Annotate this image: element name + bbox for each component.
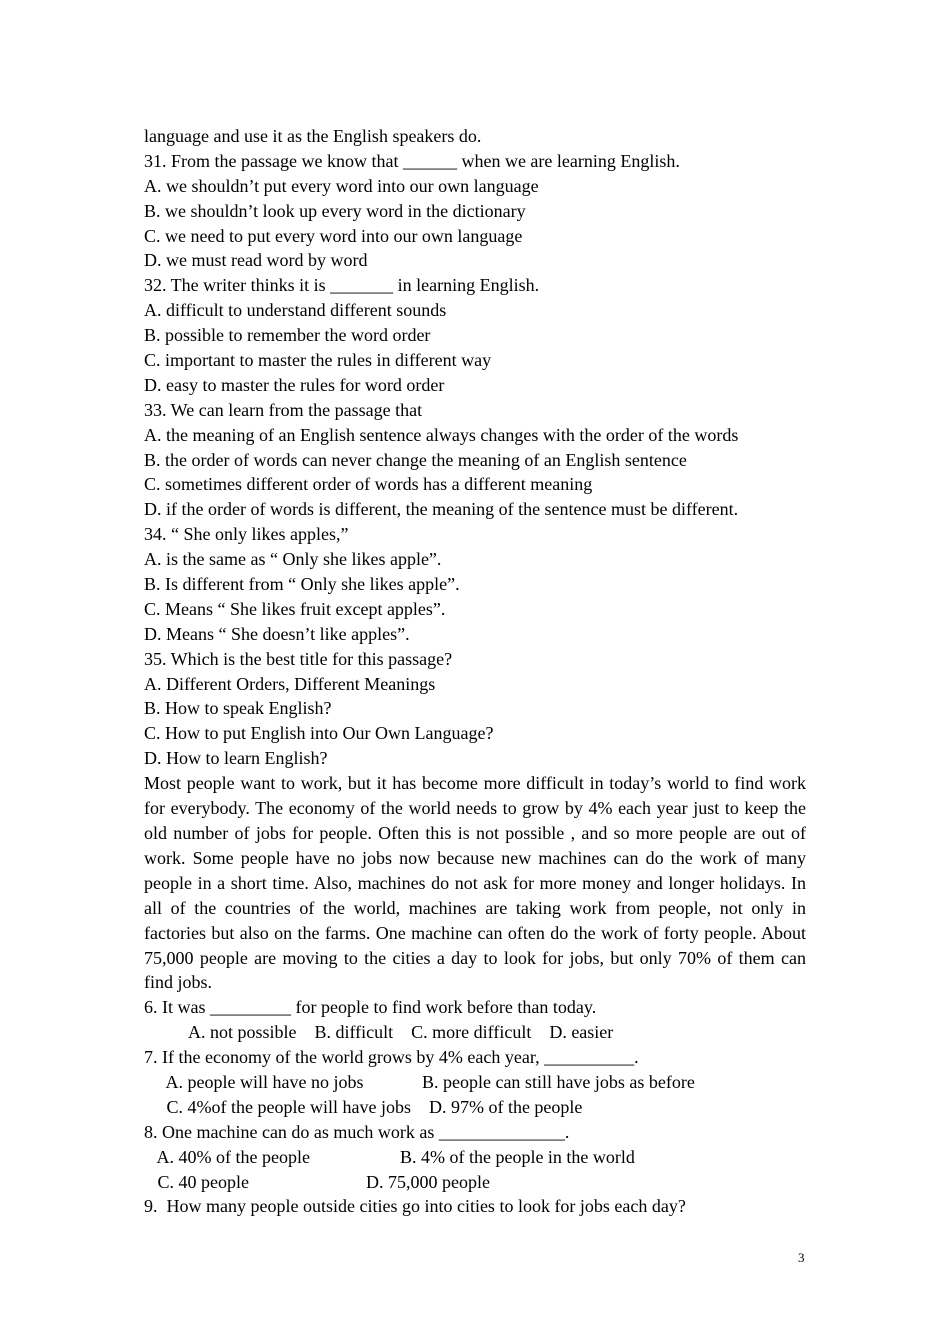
question-8-options-row-2: C. 40 people D. 75,000 people: [144, 1171, 490, 1192]
text-line: B. the order of words can never change the meaning of an English sentence: [144, 449, 687, 470]
question-6-options: A. not possible B. difficult C. more difficult D. easier: [144, 1022, 614, 1043]
text-line: D. Means “ She doesn’t like apples”.: [144, 623, 410, 644]
question-7-options-row-2: C. 4%of the people will have jobs D. 97% of the people: [144, 1096, 583, 1117]
text-line: D. if the order of words is different, the meaning of the sentence must be different.: [144, 499, 739, 520]
text-line: C. important to master the rules in different way: [144, 350, 492, 371]
text-line: A. the meaning of an English sentence always changes with the order of the words: [144, 424, 739, 445]
question-block-31-35: [144, 124, 806, 771]
question-6-stem: 6. It was _________ for people to find work before than today.: [144, 997, 597, 1018]
page-number: 3: [798, 1250, 805, 1265]
text-line: C. we need to put every word into our own language: [144, 225, 523, 246]
text-line: 35. Which is the best title for this passage?: [144, 648, 453, 669]
text-line: C. How to put English into Our Own Language?: [144, 723, 494, 744]
text-line: D. easy to master the rules for word order: [144, 374, 445, 395]
text-line: B. we shouldn’t look up every word in the dictionary: [144, 200, 526, 221]
question-7-options-row-1: A. people will have no jobs B. people can still have jobs as before: [144, 1071, 695, 1092]
question-8-options-row-1: A. 40% of the people B. 4% of the people in the world: [144, 1146, 635, 1167]
text-line: 33. We can learn from the passage that: [144, 399, 423, 420]
question-8-stem: 8. One machine can do as much work as ______________.: [144, 1121, 570, 1142]
text-line: 32. The writer thinks it is _______ in learning English.: [144, 275, 540, 296]
question-9-stem: 9. How many people outside cities go into cities to look for jobs each day?: [144, 1196, 686, 1217]
text-line: 34. “ She only likes apples,”: [144, 524, 349, 545]
text-line: B. possible to remember the word order: [144, 325, 431, 346]
text-line: A. Different Orders, Different Meanings: [144, 673, 436, 694]
question-7-stem: 7. If the economy of the world grows by 4% each year, __________.: [144, 1047, 639, 1068]
text-line: A. is the same as “ Only she likes apple”.: [144, 549, 442, 570]
text-line: C. Means “ She likes fruit except apples”.: [144, 598, 446, 619]
text-line: language and use it as the English speakers do.: [144, 126, 482, 146]
text-line: B. How to speak English?: [144, 698, 332, 719]
text-line: A. difficult to understand different sounds: [144, 300, 447, 321]
page-content: [144, 124, 806, 1219]
text-line: D. How to learn English?: [144, 748, 328, 769]
text-line: 31. From the passage we know that ______ when we are learning English.: [144, 150, 680, 171]
text-line: C. sometimes different order of words has a different meaning: [144, 474, 593, 495]
text-line: D. we must read word by word: [144, 250, 368, 271]
text-line: A. we shouldn’t put every word into our own language: [144, 175, 539, 196]
text-line: B. Is different from “ Only she likes apple”.: [144, 574, 460, 595]
reading-passage-paragraph: Most people want to work, but it has become more difficult in today’s world to find work for everybody. The economy of the world needs to grow by 4% each year just to keep the old number of jobs for people. Often this is not possible , and so more people are out of work. Some people have no jobs now because new machines can do the work of many people in a short time. Also, machines do not ask for more money and longer holidays. In all of the countries of the world, machines are taking work from people, not only in factories but also on the farms. One machine can often do the work of forty people. About 75,000 people are moving to the cities a day to look for jobs, but only 70% of them can find jobs.: [144, 773, 806, 993]
